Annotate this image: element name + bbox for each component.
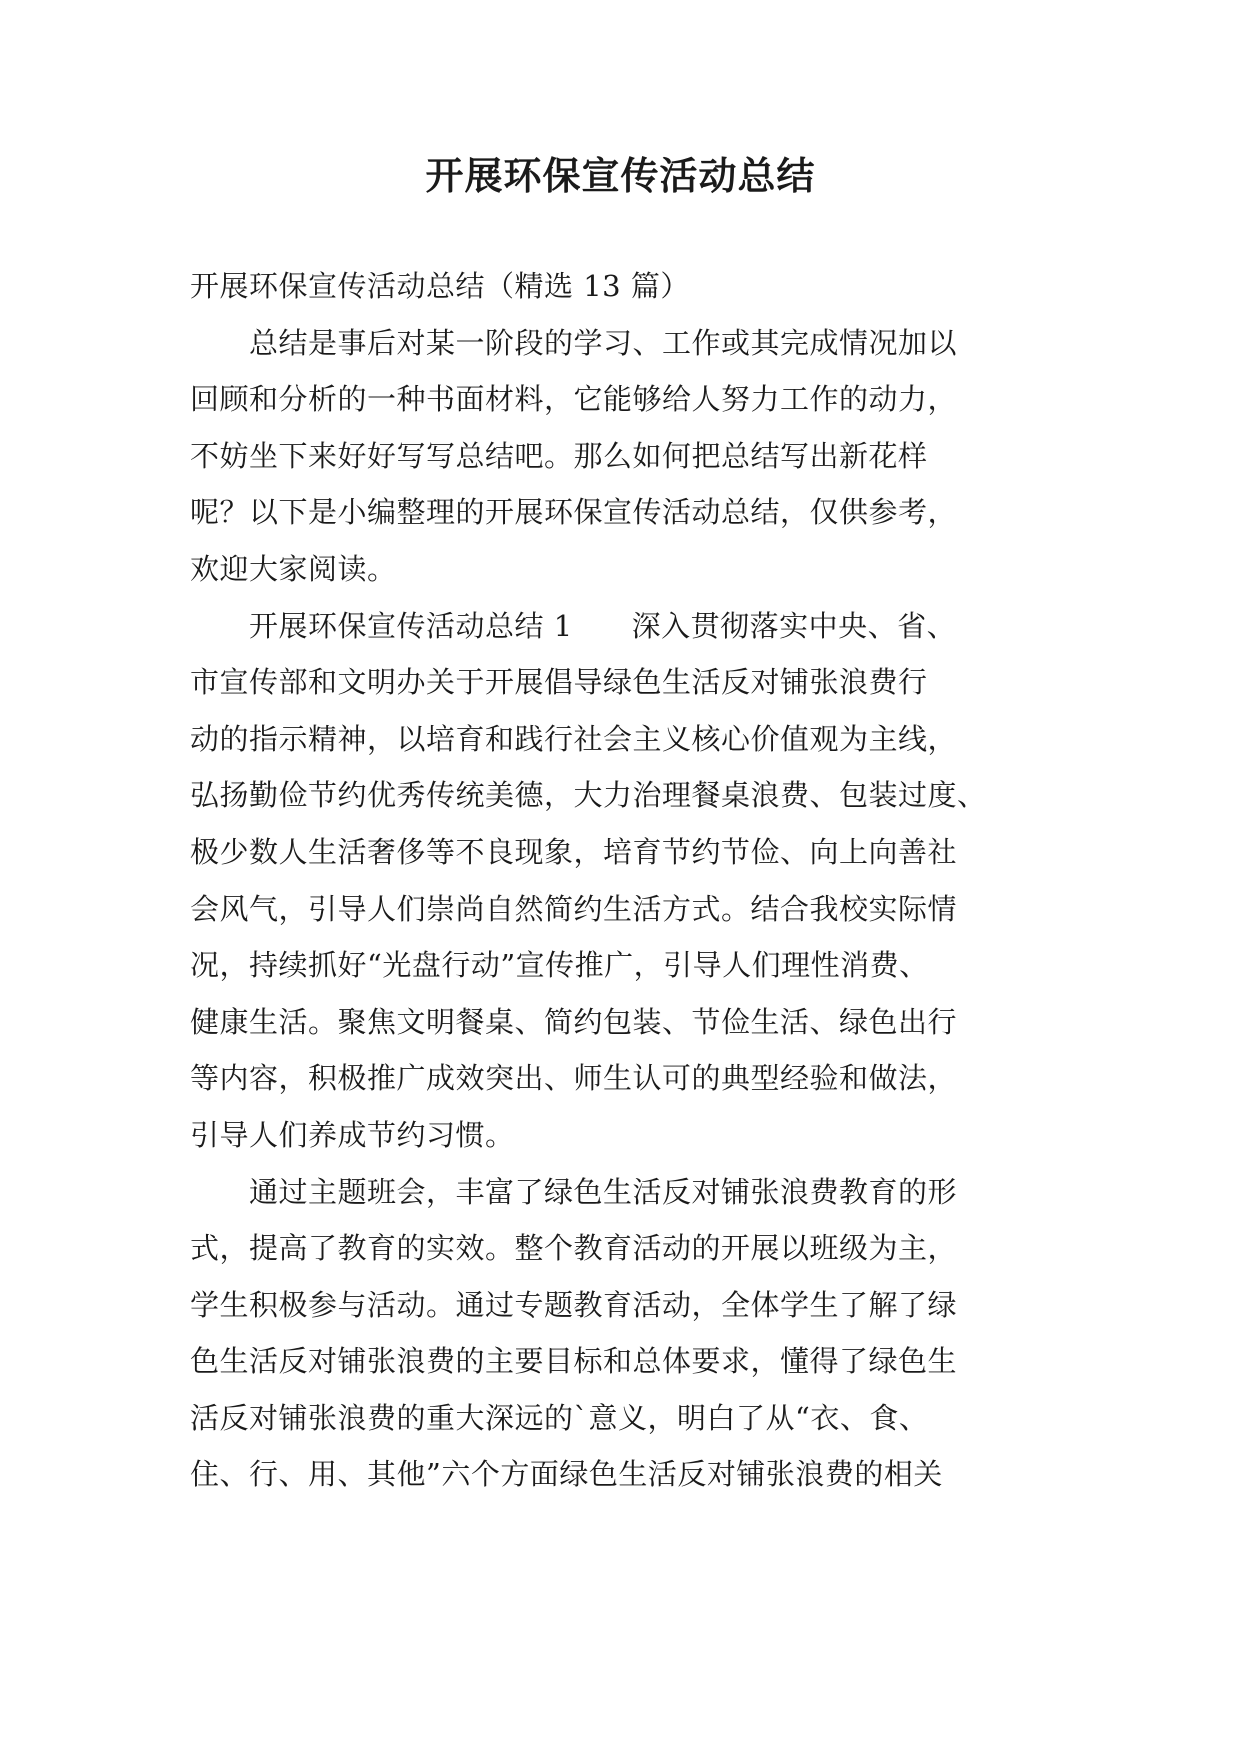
text-line: 通过主题班会，丰富了绿色生活反对铺张浪费教育的形 xyxy=(190,1174,958,1209)
document-body xyxy=(190,258,1050,1503)
document-title: 开展环保宣传活动总结 xyxy=(425,154,816,198)
text-line: 引导人们养成节约习惯。 xyxy=(190,1117,515,1152)
text-line: 开展环保宣传活动总结（精选 13 篇） xyxy=(190,269,690,303)
text-line: 呢？以下是小编整理的开展环保宣传活动总结，仅供参考， xyxy=(190,495,958,530)
text-line: 况，持续抓好“光盘行动”宣传推广，引导人们理性消费、 xyxy=(190,948,929,983)
text-line: 市宣传部和文明办关于开展倡导绿色生活反对铺张浪费行 xyxy=(190,665,928,700)
text-line: 总结是事后对某一阶段的学习、工作或其完成情况加以 xyxy=(190,325,958,360)
text-line: 健康生活。聚焦文明餐桌、简约包装、节俭生活、绿色出行 xyxy=(190,1004,958,1039)
text-line: 式，提高了教育的实效。整个教育活动的开展以班级为主， xyxy=(190,1231,958,1266)
text-line: 弘扬勤俭节约优秀传统美德，大力治理餐桌浪费、包装过度、 xyxy=(190,778,987,813)
text-line: 学生积极参与活动。通过专题教育活动，全体学生了解了绿 xyxy=(190,1287,958,1322)
text-line: 色生活反对铺张浪费的主要目标和总体要求，懂得了绿色生 xyxy=(190,1344,958,1379)
text-line: 会风气，引导人们崇尚自然简约生活方式。结合我校实际情 xyxy=(190,891,958,926)
text-line: 活反对铺张浪费的重大深远的`意义，明白了从“衣、食、 xyxy=(190,1400,929,1435)
text-line: 欢迎大家阅读。 xyxy=(190,551,397,586)
text-line: 回顾和分析的一种书面材料，它能够给人努力工作的动力， xyxy=(190,382,958,417)
text-line: 极少数人生活奢侈等不良现象，培育节约节俭、向上向善社 xyxy=(190,834,958,869)
text-line: 开展环保宣传活动总结 1 深入贯彻落实中央、省、 xyxy=(190,608,957,643)
text-line: 住、行、用、其他”六个方面绿色生活反对铺张浪费的相关 xyxy=(190,1457,943,1492)
text-line: 等内容，积极推广成效突出、师生认可的典型经验和做法， xyxy=(190,1061,958,1096)
text-line: 不妨坐下来好好写写总结吧。那么如何把总结写出新花样 xyxy=(190,438,928,473)
text-line: 动的指示精神，以培育和践行社会主义核心价值观为主线， xyxy=(190,721,958,756)
